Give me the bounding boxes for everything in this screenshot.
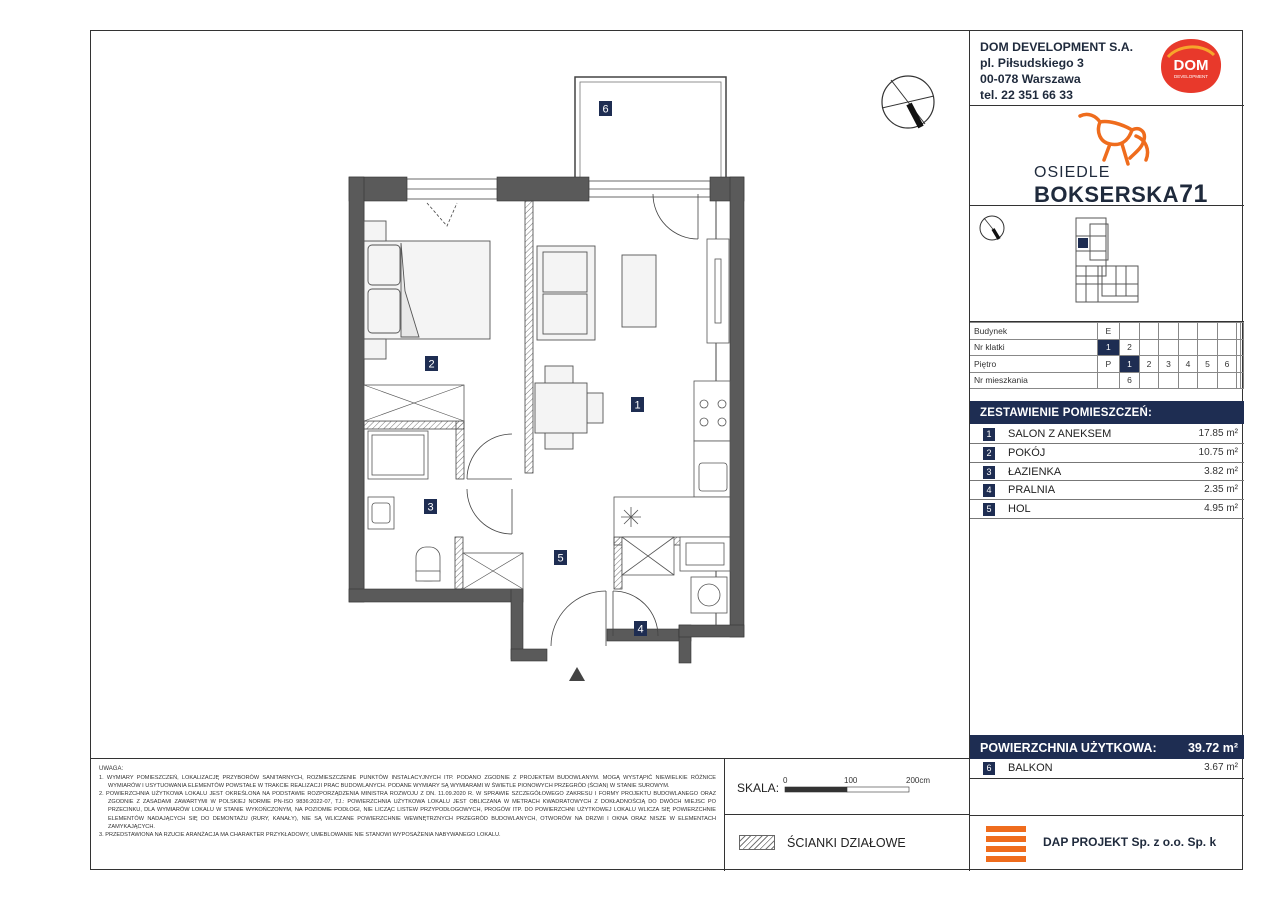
plan-label-2: 2 bbox=[428, 358, 435, 371]
horse-logo-icon bbox=[1066, 110, 1166, 170]
scale-tick-200: 200cm bbox=[906, 776, 931, 785]
plan-label-4: 4 bbox=[637, 623, 644, 636]
room-name: HOL bbox=[1008, 503, 1031, 516]
room-number: 2 bbox=[983, 447, 995, 460]
room-area: 10.75 m² bbox=[1198, 446, 1238, 458]
dap-logo-icon bbox=[986, 826, 1026, 866]
laundry bbox=[622, 537, 730, 613]
room-row bbox=[970, 463, 1244, 482]
scale-tick-100: 100 bbox=[844, 776, 858, 785]
plan-sheet bbox=[90, 30, 1243, 870]
room-row bbox=[970, 481, 1244, 500]
balcony-row bbox=[970, 759, 1244, 779]
floor-plan-drawing bbox=[91, 31, 970, 758]
legend-label: ŚCIANKI DZIAŁOWE bbox=[787, 836, 906, 850]
klatka-label: Nr klatki bbox=[970, 339, 1097, 356]
room-area: 17.85 m² bbox=[1198, 428, 1238, 439]
pietro-1: 1 bbox=[1120, 356, 1140, 373]
company-address: pl. Piłsudskiego 3 bbox=[980, 56, 1084, 70]
room-area: 2.35 m² bbox=[1204, 484, 1238, 496]
pietro-3: 3 bbox=[1159, 356, 1179, 373]
keyplan-compass-icon bbox=[980, 216, 1004, 240]
room-name: PRALNIA bbox=[1008, 484, 1056, 497]
designer-name: DAP PROJEKT Sp. z o.o. Sp. k bbox=[1043, 835, 1217, 849]
pietro-2: 2 bbox=[1139, 356, 1159, 373]
klatka-1: 1 bbox=[1097, 339, 1120, 356]
plan-label-5: 5 bbox=[557, 552, 564, 565]
entrance-arrow-icon bbox=[569, 667, 585, 681]
total-area-bar bbox=[970, 735, 1244, 759]
pietro-p: P bbox=[1097, 356, 1120, 373]
budynek-label: Budynek bbox=[970, 323, 1097, 340]
room-number: 4 bbox=[983, 484, 995, 497]
svg-text:DEVELOPMENT: DEVELOPMENT bbox=[1173, 74, 1209, 79]
room-number: 3 bbox=[983, 466, 995, 479]
budynek-value: E bbox=[1097, 323, 1120, 340]
klatka-2: 2 bbox=[1120, 339, 1140, 356]
room-name: POKÓJ bbox=[1008, 446, 1046, 459]
note-item: 1. WYMIARY POMIESZCZEŃ, LOKALIZACJĘ PRZYBORÓW SANITARNYCH, ROZMIESZCZENIE PUNKTÓW INSTALACYJNYCH ITP. PODANO ZGODNIE Z PROJEKTEM BUDOWLANYM. MOGĄ WYSTĄPIĆ NIEWIELKIE RÓŻNICE WYMIARÓW I USYTUOWANIA ELEMENTÓW POWSTAŁE W TRAKCIE REALIZACJI PRAC BUDOWLANYCH. PODANE WYMIARY SĄ WYMIARAMI W ŚWIETLE PIONOWYCH PRZEGRÓD (ŚCIAN) W STANIE SUROWYM. bbox=[99, 775, 716, 790]
room-row bbox=[970, 444, 1244, 463]
apartment-marker bbox=[1078, 238, 1088, 248]
room-number: 1 bbox=[983, 428, 995, 441]
balcony-name: BALKON bbox=[1008, 762, 1053, 774]
project-name-line2: BOKSERSKA71 bbox=[1034, 180, 1208, 208]
notes-title: UWAGA: bbox=[99, 766, 124, 772]
notes bbox=[91, 758, 725, 871]
room-area: 3.82 m² bbox=[1204, 465, 1238, 477]
note-item: 2. POWIERZCHNIA UŻYTKOWA LOKALU JEST OKREŚLONA NA PODSTAWIE ROZPORZĄDZENIA MINISTRA ROZWOJU Z DN. 11.09.2020 R. W SPRAWIE SZCZEGÓŁOWEGO ZAKRESU I FORMY PROJEKTU BUDOWLANEGO ORAZ ZGODNIE Z ZASADAMI ZAWARTYMI W POLSKIEJ NORMIE PN-ISO 9836:2022-07, TJ.: POWIERZCHNIA UŻYTKOWA LOKALU JEST OBLICZANA W METRACH KWADRATOWYCH Z DOKŁADNOŚCIĄ DO DWÓCH MIEJSC PO PRZECINKU, DLA WYMIARÓW LOKALU W STANIE WYKOŃCZONYM, NA POZIOMIE PODŁOGI, NIE LICZĄC LISTEW PRZYPODŁOGOWYCH, PROGÓW ITP. DO POWIERZCHNI UŻYTKOWEJ LOKALU WLICZA SIĘ POWIERZCHNIE ELEMENTÓW NADAJĄCYCH SIĘ DO DEMONTAŻU (RURY, KANAŁY), NIE SĄ WLICZANE POWIERZCHNIE WEWNĘTRZNYCH PRZEGRÓD BUDOWLANYCH, OTWORÓW NA DRZWI I OKNA ORAZ NISZE W ELEMENTACH ZAMYKAJĄCYCH. bbox=[99, 791, 716, 830]
building-keyplan bbox=[1076, 218, 1138, 302]
company-phone: tel. 22 351 66 33 bbox=[980, 88, 1073, 102]
room-name: ŁAZIENKA bbox=[1008, 465, 1062, 478]
apartment-info-table bbox=[970, 322, 1244, 389]
svg-text:DOM: DOM bbox=[1173, 57, 1209, 74]
room-name: SALON Z ANEKSEM bbox=[1008, 428, 1112, 440]
plan-label-6: 6 bbox=[602, 103, 609, 116]
total-area-label: POWIERZCHNIA UŻYTKOWA: bbox=[980, 741, 1157, 755]
scale-bar bbox=[725, 758, 970, 815]
sofa bbox=[537, 246, 595, 340]
company-info bbox=[970, 31, 1244, 106]
floor-plan-area bbox=[91, 31, 970, 758]
company-city: 00-078 Warszawa bbox=[980, 72, 1081, 86]
rooms-title: ZESTAWIENIE POMIESZCZEŃ: bbox=[970, 401, 1244, 424]
pietro-5: 5 bbox=[1198, 356, 1218, 373]
mieszkanie-value: 6 bbox=[1120, 372, 1140, 389]
pietro-label: Piętro bbox=[970, 356, 1097, 373]
project-name-line1: OSIEDLE bbox=[1034, 164, 1111, 181]
dining-table bbox=[535, 366, 603, 449]
designer-footer bbox=[970, 815, 1244, 871]
scale-label: SKALA: bbox=[737, 781, 780, 795]
project-brand bbox=[970, 106, 1244, 206]
scale-tick-0: 0 bbox=[783, 776, 788, 785]
legend bbox=[725, 815, 970, 871]
company-name: DOM DEVELOPMENT S.A. bbox=[980, 40, 1134, 54]
partition-hatch-swatch bbox=[739, 835, 775, 850]
pietro-4: 4 bbox=[1178, 356, 1198, 373]
info-panel bbox=[970, 31, 1244, 871]
bed bbox=[364, 221, 490, 359]
balcony-number: 6 bbox=[983, 762, 995, 775]
pietro-6: 6 bbox=[1217, 356, 1237, 373]
balcony-area: 3.67 m² bbox=[1204, 762, 1238, 773]
balcony-outline bbox=[575, 77, 726, 189]
rooms-list bbox=[970, 425, 1244, 519]
plan-label-3: 3 bbox=[427, 501, 434, 514]
note-item: 3. PRZEDSTAWIONA NA RZUCIE ARANŻACJA MA CHARAKTER PRZYKŁADOWY, UMEBLOWANIE NIE STANOWI WYPOSAŻENIA NABYWANEGO LOKALU. bbox=[99, 831, 501, 838]
mieszkanie-label: Nr mieszkania bbox=[970, 372, 1097, 389]
dom-development-logo bbox=[1158, 37, 1224, 95]
room-area: 4.95 m² bbox=[1204, 503, 1238, 515]
room-row bbox=[970, 425, 1244, 444]
room-number: 5 bbox=[983, 503, 995, 516]
compass-icon bbox=[882, 76, 934, 128]
total-area-value: 39.72 m² bbox=[1187, 741, 1238, 755]
key-plan bbox=[970, 206, 1244, 322]
plan-label-1: 1 bbox=[634, 399, 641, 412]
room-row bbox=[970, 500, 1244, 519]
